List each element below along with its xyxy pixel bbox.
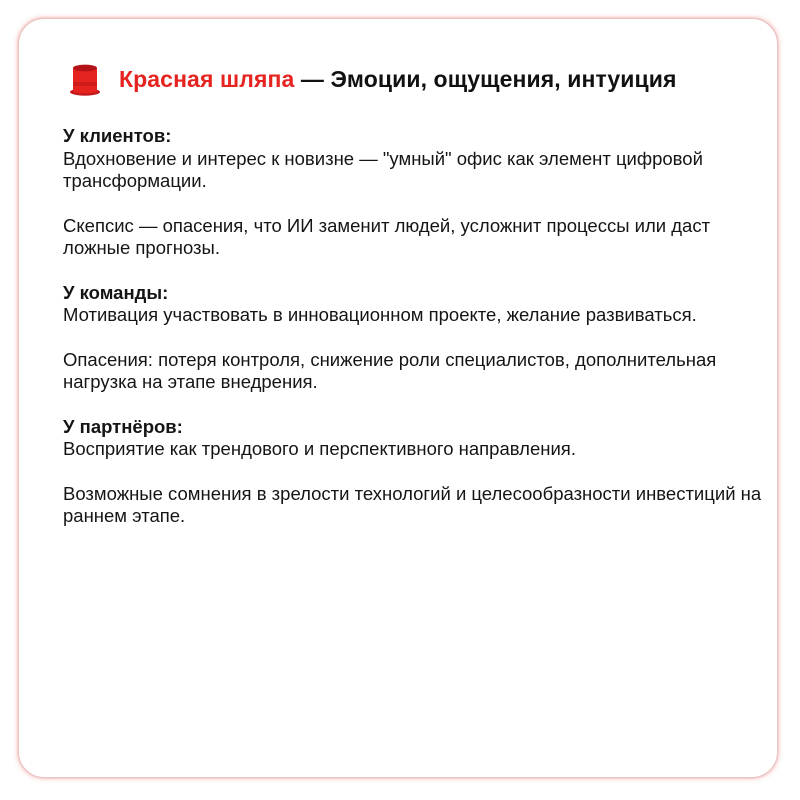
section-paragraph: Скепсис — опасения, что ИИ заменит людей, усложнит процессы или даст ложные прогнозы. (63, 214, 711, 258)
section-paragraph: Вдохновение и интерес к новизне — "умный" офис как элемент цифровой трансформации. (63, 147, 703, 191)
section-paragraph: Восприятие как трендового и перспективного направления. (63, 438, 576, 459)
section-paragraph: Возможные сомнения в зрелости технологий и целесообразности инвестиций на раннем этапе. (63, 482, 762, 526)
section-paragraph: Опасения: потеря контроля, снижение роли специалистов, дополнительная нагрузка на этапе внедрения. (63, 348, 717, 392)
red-hat-icon (69, 62, 101, 96)
section-heading: У партнёров: (63, 415, 183, 437)
section-clients (63, 125, 775, 260)
content-body (63, 125, 775, 528)
section-heading: У клиентов: (63, 125, 172, 146)
title-accent: Красная шляпа (119, 65, 295, 92)
header (69, 59, 677, 99)
content-card (18, 18, 778, 778)
title-rest: — Эмоции, ощущения, интуиция (294, 65, 677, 92)
section-heading: У команды: (63, 281, 169, 303)
page-title (119, 66, 677, 93)
section-team (63, 282, 775, 394)
section-partners (63, 416, 775, 528)
section-paragraph: Мотивация участвовать в инновационном проекте, желание развиваться. (63, 304, 697, 325)
